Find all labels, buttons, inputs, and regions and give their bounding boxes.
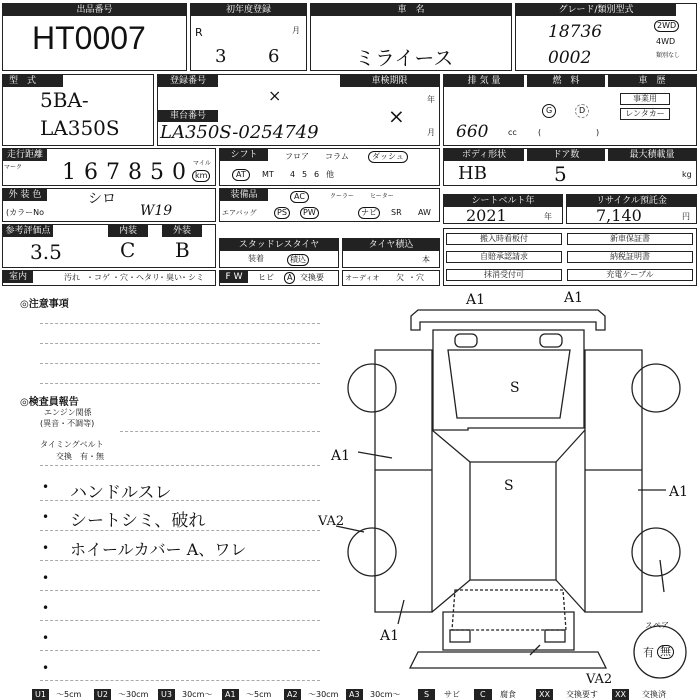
damage-mark: S — [510, 380, 520, 396]
legend-code: C — [474, 689, 492, 700]
rear-outline — [443, 612, 574, 650]
legend-desc: ～5cm — [56, 690, 82, 699]
first-reg-label: 初年度登録 — [191, 4, 306, 16]
capacity-label: 最大積載量 — [608, 149, 696, 161]
interior-label: 室内 — [3, 271, 33, 283]
legend-desc: ～5cm — [246, 690, 272, 699]
shift-4: 4 — [290, 170, 296, 179]
damage-mark: A1 — [564, 290, 584, 306]
model-code-value1: 5BA- — [40, 88, 89, 112]
seatbelt-unit: 年 — [544, 212, 552, 221]
interior-item-5: ・臭い — [158, 273, 182, 282]
inspector-title: ◎検査員報告 — [20, 397, 79, 408]
first-reg-month: 6 — [268, 46, 280, 67]
spare-yes: 有 — [643, 646, 654, 659]
inspection-year-label: 年 — [427, 95, 435, 104]
pillar-line — [556, 430, 585, 462]
body-type-label: ボディ形状 — [444, 149, 524, 161]
first-reg-year: 3 — [215, 46, 227, 67]
fuel-paren-open: ( — [538, 128, 542, 137]
shift-label: シフト — [220, 149, 268, 161]
damage-mark: A1 — [466, 292, 486, 308]
front-left-wheel — [348, 364, 396, 412]
exterior-score-value: B — [175, 238, 190, 262]
grade-value2: 0002 — [548, 48, 592, 68]
first-reg-era: R — [195, 26, 203, 39]
legend-code: U1 — [32, 689, 49, 700]
shift-6: 6 — [314, 170, 320, 179]
history-business: 事業用 — [620, 93, 670, 105]
damage-mark: A1 — [380, 628, 400, 644]
notes-title: ◎注意事項 — [20, 299, 69, 310]
rear-left-wheel — [348, 528, 396, 576]
damage-mark: VA2 — [586, 672, 613, 687]
inspection-value: × — [388, 104, 405, 128]
color-no-label: (カラーNo — [6, 208, 44, 217]
score-label: 参考評価点 — [3, 225, 53, 237]
reg-no-label: 登録番号 — [158, 75, 218, 87]
recycle-value: 7,140 — [596, 206, 642, 225]
doc-sign: 搬入時看板付 — [446, 233, 562, 245]
headlight-left — [455, 334, 477, 347]
model-code-value2: LA350S — [40, 116, 120, 140]
equip-ac: AC — [290, 191, 309, 203]
legend-code: S — [418, 689, 435, 700]
headlight-right — [540, 334, 562, 347]
audio-hole: ・穴 — [408, 273, 424, 282]
equip-ps: PS — [274, 207, 290, 219]
shift-other: 他 — [326, 170, 334, 179]
equip-sr: SR — [391, 208, 402, 217]
shift-floor: フロア — [285, 152, 309, 161]
studless-mounted: 装着 — [248, 254, 264, 263]
equip-pw: PW — [300, 207, 319, 219]
remark-bullet: • — [42, 480, 50, 494]
model-name-label: 車 名 — [311, 4, 511, 16]
displacement-unit: cc — [508, 128, 517, 137]
shift-dash: ダッシュ — [368, 151, 408, 163]
legend-desc: 腐食 — [500, 690, 516, 699]
chassis-label: 車台番号 — [158, 110, 218, 122]
timing-sub: 交換 有・無 — [56, 452, 104, 461]
remark-bullet: • — [42, 661, 50, 675]
chassis-value: LA350S-0254749 — [160, 122, 319, 143]
legend-code: A1 — [222, 689, 239, 700]
equip-cooler: クーラー — [330, 193, 355, 200]
audio-missing: 欠 — [396, 273, 404, 282]
equip-airbag: エアバッグ — [222, 209, 257, 217]
shift-at: AT — [232, 169, 250, 181]
equipment-label: 装備品 — [220, 189, 268, 201]
spare-label: スペア — [645, 621, 669, 630]
shift-5: 5 — [302, 170, 308, 179]
doors-label: ドア数 — [527, 149, 605, 161]
engine-label: エンジン関係 — [44, 408, 92, 417]
fuel-paren-close: ) — [596, 128, 600, 137]
body-type-value: HB — [458, 163, 487, 184]
pillar-line — [432, 580, 470, 612]
remark-bullet: • — [42, 510, 50, 524]
fuel-label: 燃 料 — [527, 75, 605, 87]
remark-2: シートシミ、破れ — [70, 511, 206, 531]
mileage-unit-label: マイル — [193, 160, 211, 167]
mileage-km: km — [192, 170, 210, 182]
mileage-mark-label: マーク — [4, 164, 23, 171]
doors-value: 5 — [554, 162, 567, 186]
mileage-digit-5: 5 — [150, 160, 164, 185]
pillar-line — [556, 580, 585, 612]
first-reg-month-label: 月 — [292, 26, 300, 35]
fw-crack: ヒビ — [258, 273, 274, 282]
mileage-digit-4: 8 — [128, 160, 142, 185]
interior-score-value: C — [120, 238, 136, 262]
legend-desc: ～30cm — [308, 690, 339, 699]
recycle-unit: 円 — [682, 212, 690, 221]
interior-item-4: ・ヘタリ — [128, 273, 160, 282]
interior-item-3: ・穴 — [112, 273, 128, 282]
inspection-month-label: 月 — [427, 128, 435, 137]
fw-a: A — [284, 272, 295, 284]
doc-cancel: 抹消受付可 — [446, 269, 562, 281]
mileage-digit-6: 0 — [172, 160, 186, 185]
exterior-color-label: 外 装 色 — [3, 189, 47, 201]
legend-desc: 交換済 — [642, 690, 666, 699]
reg-no-value: × — [268, 86, 282, 105]
legend-code: XX — [612, 689, 629, 700]
mileage-digit-3: 7 — [106, 160, 120, 185]
studless-label: スタッドレスタイヤ — [220, 239, 338, 251]
legend-code: U2 — [94, 689, 111, 700]
legend-code: U3 — [158, 689, 175, 700]
interior-item-1: 汚れ — [64, 273, 80, 282]
rear-right-wheel — [632, 528, 680, 576]
windshield-outline — [448, 350, 570, 418]
legend-desc: 交換要す — [566, 690, 598, 699]
legend-desc: サビ — [444, 690, 460, 699]
audio-label: オーディオ — [345, 274, 380, 282]
remark-3: ホイールカバー A、ワレ — [70, 540, 247, 559]
damage-mark: A1 — [331, 448, 351, 464]
score-value: 3.5 — [30, 240, 62, 264]
drive-4wd: 4WD — [656, 37, 676, 46]
right-body-outline — [585, 350, 642, 612]
displacement-value: 660 — [456, 122, 489, 142]
model-code-label: 型 式 — [3, 75, 63, 87]
rear-bumper-outline — [410, 652, 606, 668]
remark-1: ハンドルスレ — [70, 483, 172, 503]
tire-load-count: 本 — [422, 255, 430, 264]
seatbelt-label: シートベルト年 — [444, 195, 562, 207]
pillar-line — [432, 430, 470, 462]
remark-bullet: • — [42, 601, 50, 615]
legend-desc: 30cm～ — [370, 690, 401, 699]
fuel-option-d: D — [575, 104, 589, 118]
lot-number: HT0007 — [32, 20, 146, 56]
shift-column: コラム — [325, 152, 349, 161]
displacement-label: 排 気 量 — [444, 75, 524, 87]
equip-navi: ナビ — [358, 207, 380, 219]
timing-label: タイミングベルト — [40, 440, 104, 449]
mileage-digit-1: 1 — [62, 160, 76, 185]
shift-mt: MT — [262, 170, 274, 179]
front-right-wheel — [632, 364, 680, 412]
legend-desc: ～30cm — [118, 690, 149, 699]
capacity-unit: kg — [682, 170, 692, 179]
legend-code: A3 — [346, 689, 363, 700]
inspection-label: 車検期限 — [340, 75, 439, 87]
doc-charger: 充電ケーブル — [567, 269, 693, 281]
doc-tax: 納税証明書 — [567, 251, 693, 263]
equip-heater: ヒーター — [370, 193, 394, 200]
exterior-score-label: 外装 — [162, 225, 202, 237]
fw-label: F W — [220, 271, 248, 283]
grade-value1: 18736 — [548, 22, 603, 42]
mileage-label: 走行距離 — [3, 149, 47, 161]
history-rental: レンタカー — [620, 108, 670, 120]
taillight-right — [545, 630, 565, 642]
grade-label: グレード/類別型式 — [516, 4, 676, 16]
taillight-left — [450, 630, 470, 642]
drive-2wd: 2WD — [654, 20, 679, 32]
remark-bullet: • — [42, 571, 50, 585]
damage-mark: S — [504, 478, 514, 494]
exterior-color-value: シロ — [88, 191, 116, 207]
tire-load-label: タイヤ積込 — [343, 239, 439, 251]
remark-bullet: • — [42, 631, 50, 645]
mileage-digit-2: 6 — [84, 160, 98, 185]
remark-bullet: • — [42, 541, 50, 555]
model-name-value: ミライース — [355, 46, 454, 70]
interior-item-6: ・シミ — [180, 273, 204, 282]
damage-mark: VA2 — [318, 514, 345, 529]
legend-code: A2 — [284, 689, 301, 700]
doc-insurance: 自賠承認請求 — [446, 251, 562, 263]
spare-no: 無 — [657, 645, 674, 659]
seatbelt-value: 2021 — [466, 206, 507, 225]
legend-desc: 30cm～ — [182, 690, 213, 699]
fw-replace: 交換要 — [300, 273, 324, 282]
interior-score-label: 内装 — [108, 225, 148, 237]
legend-code: XX — [536, 689, 553, 700]
history-label: 車 歴 — [608, 75, 696, 87]
front-bumper-outline — [411, 310, 605, 330]
color-no-value: W19 — [140, 203, 173, 219]
damage-mark: A1 — [669, 484, 689, 500]
equip-aw: AW — [418, 208, 431, 217]
engine-sub: (異音・不調等) — [40, 419, 95, 428]
interior-item-2: ・コゲ — [86, 273, 110, 282]
recycle-label: リサイクル預託金 — [567, 195, 696, 207]
drive-none: 類別なし — [656, 52, 681, 59]
doc-warranty: 新車保証書 — [567, 233, 693, 245]
rear-window-outline — [452, 590, 566, 630]
studless-loaded: 積込 — [287, 254, 309, 266]
lot-label: 出品番号 — [3, 4, 186, 16]
fuel-option-g: G — [542, 104, 556, 118]
